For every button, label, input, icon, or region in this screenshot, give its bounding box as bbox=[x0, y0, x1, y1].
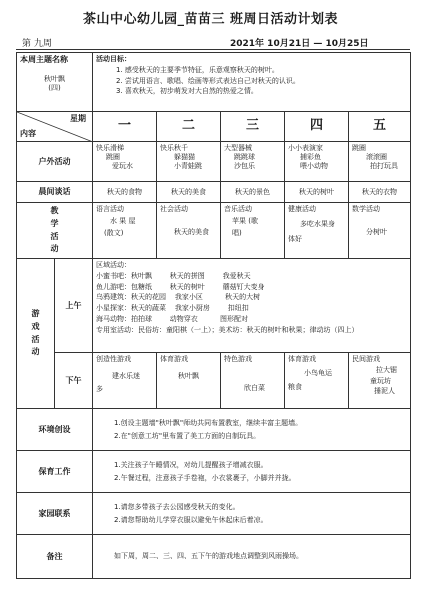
cell-line: 躲猫猫 bbox=[174, 152, 195, 161]
cell-line: 语言活动 bbox=[96, 205, 124, 213]
cell-line: 快乐秋千 bbox=[160, 144, 188, 152]
goal-item: 2. 尝试用语言、歌唱、绘画等形式表达自己对秋天的认识。 bbox=[116, 76, 300, 85]
env-line: 2.在"创意工坊"里布置了美工方面的自制玩具。 bbox=[114, 431, 261, 440]
pm-cell-mon bbox=[93, 353, 157, 409]
cell-line: 秋叶飘 bbox=[178, 371, 199, 380]
pm-cell-thu bbox=[285, 353, 349, 409]
home-row bbox=[17, 493, 411, 535]
area-line: 鱼儿游吧：包糖纸 秋天的树叶 蘑菇钉大变身 bbox=[96, 282, 265, 291]
header-content-label: 内容 bbox=[20, 129, 36, 138]
outdoor-cell-mon bbox=[93, 142, 157, 182]
teach-cell-thu bbox=[285, 203, 349, 259]
talk-cell: 秋天的衣物 bbox=[349, 182, 411, 203]
game-label bbox=[17, 259, 55, 409]
date-range: 2021年 10月21日 — 10月25日 bbox=[230, 39, 369, 49]
cell-line: 苹果 (歌 bbox=[232, 216, 258, 225]
cell-line: 快乐滑梯 bbox=[96, 144, 124, 152]
day-monday: 一 bbox=[93, 112, 157, 142]
label-char: 活 bbox=[50, 231, 59, 241]
cell-line: 沙包乐 bbox=[234, 161, 255, 170]
cell-line: 建水乐迷 bbox=[112, 371, 140, 380]
home-cell bbox=[93, 493, 411, 535]
area-line: 小蜜书吧：秋叶飘 秋天的拼图 我爱秋天 bbox=[96, 271, 251, 280]
cell-line: 跳跳球 bbox=[234, 152, 255, 161]
cell-line: 童玩坊 bbox=[370, 376, 391, 385]
day-thursday: 四 bbox=[285, 112, 349, 142]
cell-line: 多 bbox=[96, 384, 103, 393]
label-char: 游 bbox=[31, 308, 40, 318]
outdoor-row bbox=[17, 142, 411, 182]
cell-line: 体育游戏 bbox=[288, 355, 316, 363]
cell-line: 数学活动 bbox=[352, 205, 380, 213]
talk-cell: 秋天的景色 bbox=[221, 182, 285, 203]
cell-line: 欣白菜 bbox=[244, 383, 265, 392]
pm-cell-fri bbox=[349, 353, 411, 409]
outdoor-cell-tue bbox=[157, 142, 221, 182]
env-label: 环境创设 bbox=[17, 409, 93, 451]
note-row bbox=[17, 535, 411, 579]
note-cell bbox=[93, 535, 411, 579]
weekly-plan-table bbox=[16, 52, 411, 579]
teach-cell-tue bbox=[157, 203, 221, 259]
cell-line: 多吃水果身 bbox=[300, 219, 335, 228]
care-row bbox=[17, 451, 411, 493]
outdoor-label: 户外活动 bbox=[17, 142, 93, 182]
cell-line: 小鸟龟运 bbox=[304, 368, 332, 377]
day-wednesday: 三 bbox=[221, 112, 285, 142]
header-weekday-label: 星期 bbox=[70, 114, 86, 123]
game-am-row bbox=[17, 259, 411, 353]
cell-line: 健康活动 bbox=[288, 205, 316, 213]
area-line: 区域活动： bbox=[96, 261, 131, 269]
teach-row bbox=[17, 203, 411, 259]
cell-line: 跳圈 bbox=[352, 144, 366, 152]
talk-row bbox=[17, 182, 411, 203]
care-label: 保育工作 bbox=[17, 451, 93, 493]
game-am-label: 上午 bbox=[55, 259, 93, 353]
env-line: 1.创设主题墙"秋叶飘"师幼共同布置教室，继续丰富主题墙。 bbox=[114, 418, 303, 427]
teach-cell-wed bbox=[221, 203, 285, 259]
home-line: 1.请您多带孩子去公园感受秋天的变化。 bbox=[114, 502, 240, 511]
cell-line: 音乐活动 bbox=[224, 205, 252, 213]
week-underline bbox=[16, 49, 410, 50]
label-char: 学 bbox=[50, 218, 59, 228]
page-title: 茶山中心幼儿园_苗苗三 班周日活动计划表 bbox=[82, 12, 339, 27]
cell-line: 民间游戏 bbox=[352, 355, 380, 363]
talk-cell: 秋天的食物 bbox=[93, 182, 157, 203]
label-char: 教 bbox=[50, 205, 59, 215]
cell-line: 水 果 屋 bbox=[110, 216, 136, 225]
cell-line: 捕彩鱼 bbox=[300, 152, 321, 161]
pm-cell-tue bbox=[157, 353, 221, 409]
label-char: 活 bbox=[31, 334, 40, 344]
cell-line: 创造性游戏 bbox=[96, 355, 131, 363]
label-char: 戏 bbox=[31, 321, 40, 331]
teach-cell-mon bbox=[93, 203, 157, 259]
label-char: 动 bbox=[31, 347, 40, 357]
area-line: 专用室活动：民俗坊：童阳棋（一上）；美术坊：秋天的树叶和秋果；律动坊（四上） bbox=[96, 325, 359, 334]
cell-line: 爱玩水 bbox=[112, 161, 133, 170]
cell-line: 特色游戏 bbox=[224, 355, 252, 363]
game-pm-label: 下午 bbox=[55, 353, 93, 409]
theme-name: 秋叶飘 bbox=[44, 75, 65, 83]
env-row bbox=[17, 409, 411, 451]
care-line: 2.午餐过程，注意孩子手卷袍，小衣裳裹子，小脚并并拢。 bbox=[114, 473, 296, 482]
theme-label: 本周主题名称 bbox=[20, 55, 68, 64]
day-friday: 五 bbox=[349, 112, 411, 142]
goal-item: 1. 感受秋天的主要季节特征，乐意观察秋天的树叶。 bbox=[116, 65, 279, 74]
home-line: 2.请您帮助幼儿学穿衣服以避免午休起床后着凉。 bbox=[114, 515, 268, 524]
note-label: 备注 bbox=[17, 535, 93, 579]
cell-line: 粮食 bbox=[288, 382, 302, 391]
teach-cell-fri bbox=[349, 203, 411, 259]
area-line: 小星探家：秋天的蔬菜 我家小厨房 扣纽扣 bbox=[96, 304, 249, 312]
goals-label: 活动目标： bbox=[96, 55, 131, 63]
header-row bbox=[17, 112, 411, 142]
area-activities-cell bbox=[93, 259, 411, 353]
teach-label bbox=[17, 203, 93, 259]
label-char: 动 bbox=[50, 244, 59, 254]
theme-sub: (四) bbox=[48, 83, 61, 92]
theme-row bbox=[17, 53, 411, 112]
talk-label: 晨间谈话 bbox=[17, 182, 93, 203]
outdoor-cell-fri bbox=[349, 142, 411, 182]
theme-label-cell bbox=[17, 53, 93, 112]
care-line: 1.关注孩子午睡情况，对幼儿提醒孩子增减衣服。 bbox=[114, 460, 268, 469]
header-diagonal-cell bbox=[17, 112, 93, 142]
cell-line: 社会活动 bbox=[160, 205, 188, 213]
week-label: 第 九周 bbox=[22, 39, 52, 49]
outdoor-cell-wed bbox=[221, 142, 285, 182]
cell-line: 小青蛙跳 bbox=[174, 161, 202, 170]
home-label: 家园联系 bbox=[17, 493, 93, 535]
area-line: 乌鸦建筑：秋天的花园 我家小区 秋天的大树 bbox=[96, 293, 261, 302]
cell-line: 唱) bbox=[232, 228, 242, 237]
area-line: 海马动物：拍拍球 动物穿衣 图形配对 bbox=[96, 314, 249, 323]
day-tuesday: 二 bbox=[157, 112, 221, 142]
cell-line: 跳圈 bbox=[106, 152, 120, 161]
cell-line: (散文) bbox=[104, 228, 124, 237]
talk-cell: 秋天的树叶 bbox=[285, 182, 349, 203]
outdoor-cell-thu bbox=[285, 142, 349, 182]
note-text: 如下周，周二、三、四、五下午的游戏地点调整到风雨操场。 bbox=[114, 552, 303, 561]
cell-line: 捶泥人 bbox=[374, 387, 395, 396]
talk-cell: 秋天的美食 bbox=[157, 182, 221, 203]
cell-line: 拉大锯 bbox=[376, 365, 397, 374]
env-cell bbox=[93, 409, 411, 451]
pm-cell-wed bbox=[221, 353, 285, 409]
theme-goals-cell bbox=[93, 53, 411, 112]
cell-line: 喂小动物 bbox=[300, 161, 328, 170]
cell-line: 分树叶 bbox=[366, 227, 387, 236]
game-pm-row bbox=[17, 353, 411, 409]
cell-line: 秋天的美食 bbox=[174, 227, 209, 236]
cell-line: 拍打玩具 bbox=[370, 161, 398, 170]
goal-item: 3. 喜欢秋天，初步萌发对大自然的热爱之情。 bbox=[116, 87, 258, 96]
cell-line: 小小表演家 bbox=[288, 144, 323, 152]
cell-line: 大型器械 bbox=[224, 144, 252, 152]
care-cell bbox=[93, 451, 411, 493]
cell-line: 体好 bbox=[288, 234, 302, 243]
cell-line: 体育游戏 bbox=[160, 355, 188, 363]
cell-line: 滚滚圈 bbox=[366, 152, 387, 161]
